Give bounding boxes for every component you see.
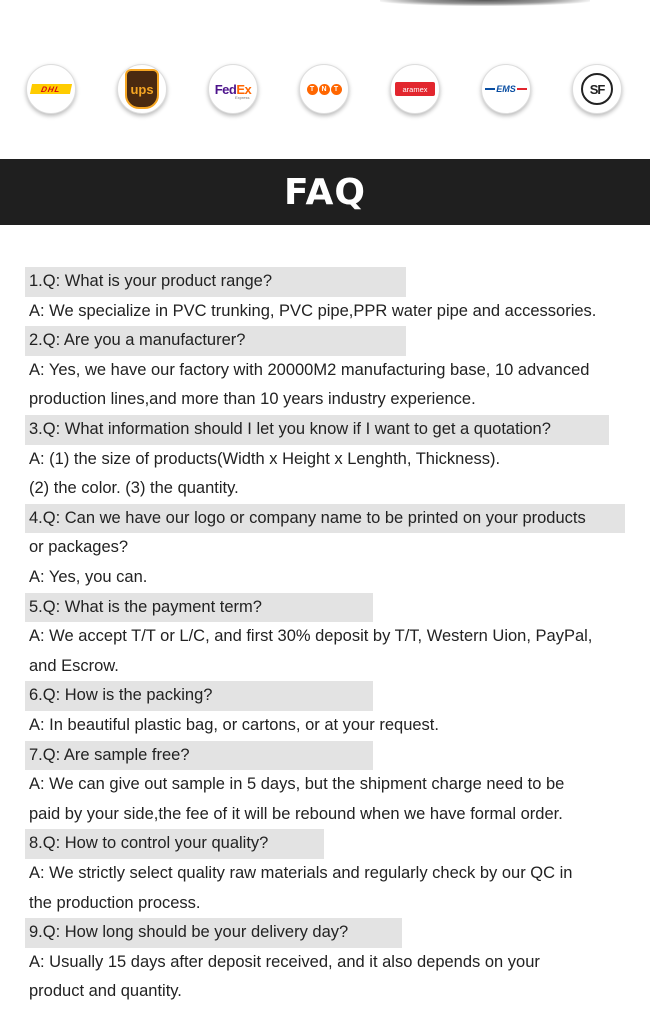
ems-stripe — [485, 88, 495, 90]
ems-stripe — [517, 88, 527, 90]
ems-mark — [485, 84, 527, 94]
faq-question: 9.Q: How long should be your delivery day? — [25, 918, 402, 948]
faq-question: 5.Q: What is the payment term? — [25, 593, 373, 623]
faq-answer: (2) the color. (3) the quantity. — [29, 479, 239, 498]
faq-answer: and Escrow. — [29, 656, 119, 675]
tnt-letter: T — [307, 84, 318, 95]
ems-label: EMS — [496, 84, 516, 94]
dhl-logo — [26, 64, 76, 114]
faq-question: 1.Q: What is your product range? — [25, 267, 406, 297]
tnt-letter: T — [331, 84, 342, 95]
faq-answer: the production process. — [29, 893, 201, 912]
faq-answer: A: We strictly select quality raw materials and regularly check by our QC in — [29, 864, 573, 882]
faq-question: 3.Q: What information should I let you know if I want to get a quotation? — [25, 415, 609, 445]
sf-label: SF — [589, 81, 605, 97]
faq-answer: A: Yes, we have our factory with 20000M2 manufacturing base, 10 advanced — [29, 360, 590, 379]
tnt-logo — [299, 64, 349, 114]
faq-answer: A: (1) the size of products(Width x Height x Lenghth, Thickness). — [29, 449, 501, 468]
faq-answer: A: In beautiful plastic bag, or cartons, or at your request. — [29, 716, 439, 734]
faq-answer: production lines,and more than 10 years industry experience. — [29, 390, 476, 409]
faq-answer: product and quantity. — [29, 982, 182, 1001]
ups-shield — [125, 69, 159, 109]
ups-label: ups — [130, 81, 154, 97]
faq-question: 4.Q: Can we have our logo or company name to be printed on your products — [25, 504, 625, 534]
faq-answer: A: Yes, you can. — [29, 568, 148, 586]
faq-banner — [0, 159, 650, 225]
faq-answer: paid by your side,the fee of it will be rebound when we have formal order. — [29, 804, 563, 823]
tnt-mark — [307, 84, 342, 95]
dhl-label: DHL — [40, 84, 62, 94]
aramex-label: aramex — [402, 84, 428, 94]
faq-question: 2.Q: Are you a manufacturer? — [25, 326, 406, 356]
faq-title: FAQ — [284, 171, 366, 213]
fedex-subtitle: Express — [235, 95, 250, 100]
faq-answer: A: Usually 15 days after deposit received, and it also depends on your — [29, 952, 540, 971]
fedex-logo — [208, 64, 258, 114]
aramex-mark — [395, 82, 435, 96]
dhl-mark — [30, 84, 72, 94]
faq-question: 7.Q: Are sample free? — [25, 741, 373, 771]
faq-question: 6.Q: How is the packing? — [25, 681, 373, 711]
faq-answer: A: We can give out sample in 5 days, but the shipment charge need to be — [29, 775, 565, 794]
ups-logo — [117, 64, 167, 114]
faq-answer: A: We accept T/T or L/C, and first 30% deposit by T/T, Western Uion, PayPal, — [29, 627, 593, 646]
faq-answer: A: We specialize in PVC trunking, PVC pipe,PPR water pipe and accessories. — [29, 301, 597, 320]
fedex-fe: Fed — [214, 81, 237, 97]
sf-express-logo — [572, 64, 622, 114]
ems-logo — [481, 64, 531, 114]
shipping-carriers-row — [0, 64, 650, 116]
fedex-ex: Ex — [236, 81, 252, 97]
aramex-logo — [390, 64, 440, 114]
tnt-letter: N — [319, 84, 330, 95]
product-shadow — [380, 0, 590, 6]
sf-ring — [581, 73, 613, 105]
faq-question-continued: or packages? — [29, 538, 129, 557]
faq-question: 8.Q: How to control your quality? — [25, 829, 324, 859]
